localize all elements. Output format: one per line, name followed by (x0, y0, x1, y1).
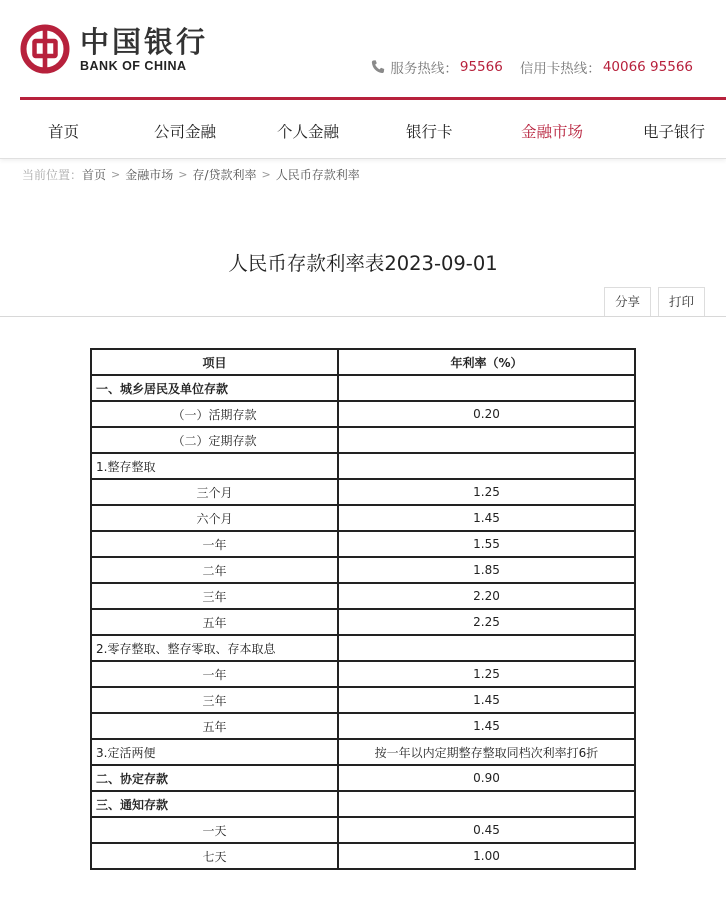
breadcrumb-lead: 当前位置： (22, 168, 83, 182)
breadcrumb (22, 166, 360, 183)
table-row (91, 557, 635, 583)
table-row (91, 427, 635, 453)
site-header (0, 0, 726, 159)
table-row (91, 401, 635, 427)
table-row (91, 531, 635, 557)
bank-logo[interactable] (20, 24, 208, 74)
credit-card-hotline-label: 信用卡热线： (519, 61, 601, 77)
rate-item-cell: （一）活期存款 (91, 401, 338, 427)
chevron-right-icon: > (261, 168, 271, 181)
table-row (91, 583, 635, 609)
breadcrumb-financial-markets[interactable]: 金融市场 (125, 168, 174, 182)
rate-item-cell: 五年 (91, 609, 338, 635)
rate-value-cell: 1.25 (338, 479, 635, 505)
table-row (91, 791, 635, 817)
table-row (91, 661, 635, 687)
rate-item-cell: 三个月 (91, 479, 338, 505)
rate-item-cell: 3.定活两便 (91, 739, 338, 765)
column-header-item: 项目 (91, 349, 338, 375)
nav-item-financial-markets[interactable]: 金融市场 (521, 123, 584, 141)
page-tools (604, 287, 712, 316)
rate-item-cell: 1.整存整取 (91, 453, 338, 479)
rate-item-cell: 一年 (91, 531, 338, 557)
table-row (91, 375, 635, 401)
table-row (91, 817, 635, 843)
table-row (91, 453, 635, 479)
rate-item-cell: 五年 (91, 713, 338, 739)
content-divider (0, 316, 726, 317)
rate-value-cell: 0.45 (338, 817, 635, 843)
table-row (91, 687, 635, 713)
nav-item-personal-banking[interactable]: 个人金融 (277, 123, 340, 141)
rate-value-cell (338, 635, 635, 661)
rate-item-cell: 一年 (91, 661, 338, 687)
table-row (91, 479, 635, 505)
rate-value-cell: 按一年以内定期整存整取同档次利率打6折 (338, 739, 635, 765)
phone-icon (370, 59, 386, 75)
rate-value-cell: 1.25 (338, 661, 635, 687)
rate-item-cell: 六个月 (91, 505, 338, 531)
table-row (91, 713, 635, 739)
breadcrumb-deposit-loan-rates[interactable]: 存/贷款利率 (192, 168, 257, 182)
rate-item-cell: 三、通知存款 (91, 791, 338, 817)
rate-value-cell: 1.85 (338, 557, 635, 583)
print-button[interactable]: 打印 (658, 287, 705, 316)
rate-item-cell: 一天 (91, 817, 338, 843)
table-header-row (91, 349, 635, 375)
rate-value-cell: 2.25 (338, 609, 635, 635)
rate-item-cell: 二、协定存款 (91, 765, 338, 791)
chevron-right-icon: > (111, 168, 121, 181)
hotlines (370, 57, 693, 77)
rate-item-cell: 七天 (91, 843, 338, 869)
boc-emblem-icon (20, 24, 70, 74)
nav-item-bank-card[interactable]: 银行卡 (406, 123, 453, 141)
column-header-rate: 年利率（%） (338, 349, 635, 375)
rate-item-cell: 2.零存整取、整存零取、存本取息 (91, 635, 338, 661)
rate-value-cell (338, 453, 635, 479)
table-row (91, 843, 635, 869)
service-hotline-label: 服务热线： (390, 61, 458, 77)
rate-value-cell: 1.45 (338, 505, 635, 531)
logo-english-name: BANK OF CHINA (80, 58, 187, 73)
rate-value-cell (338, 791, 635, 817)
table-row (91, 739, 635, 765)
rate-value-cell: 1.00 (338, 843, 635, 869)
rate-value-cell: 1.45 (338, 687, 635, 713)
rate-value-cell: 1.55 (338, 531, 635, 557)
deposit-rate-table (90, 348, 636, 870)
main-nav (0, 100, 726, 156)
rate-value-cell: 2.20 (338, 583, 635, 609)
nav-item-home[interactable]: 首页 (48, 123, 80, 141)
rate-value-cell (338, 427, 635, 453)
table-row (91, 505, 635, 531)
table-row (91, 635, 635, 661)
logo-chinese-name: 中国银行 (80, 24, 209, 59)
rate-item-cell: 一、城乡居民及单位存款 (91, 375, 338, 401)
rate-value-cell: 0.90 (338, 765, 635, 791)
nav-item-e-banking[interactable]: 电子银行 (643, 123, 706, 141)
rate-item-cell: 三年 (91, 583, 338, 609)
nav-item-corporate-banking[interactable]: 公司金融 (154, 123, 217, 141)
rate-item-cell: 三年 (91, 687, 338, 713)
rate-item-cell: （二）定期存款 (91, 427, 338, 453)
rate-value-cell (338, 375, 635, 401)
rate-item-cell: 二年 (91, 557, 338, 583)
credit-card-hotline-number[interactable]: 40066 95566 (602, 59, 693, 75)
breadcrumb-home[interactable]: 首页 (82, 168, 107, 182)
rate-value-cell: 0.20 (338, 401, 635, 427)
breadcrumb-rmb-deposit-rates: 人民币存款利率 (275, 168, 360, 182)
rate-value-cell: 1.45 (338, 713, 635, 739)
service-hotline-number[interactable]: 95566 (459, 59, 503, 75)
page-title: 人民币存款利率表2023-09-01 (228, 252, 498, 275)
table-row (91, 609, 635, 635)
share-button[interactable]: 分享 (604, 287, 651, 316)
chevron-right-icon: > (178, 168, 188, 181)
table-row (91, 765, 635, 791)
